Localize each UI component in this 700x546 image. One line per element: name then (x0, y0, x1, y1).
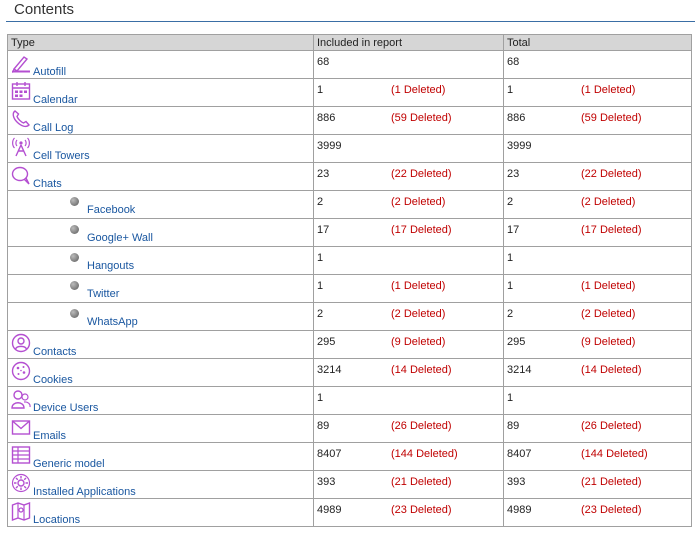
table-row (8, 163, 692, 191)
included-deleted-count: (1 Deleted) (391, 84, 446, 96)
type-cell (8, 303, 314, 331)
column-header-type: Type (8, 35, 314, 51)
table-row (8, 219, 692, 247)
included-count: 23 (317, 168, 330, 180)
map-icon (11, 501, 31, 521)
table-row (8, 359, 692, 387)
type-link-emails[interactable]: Emails (33, 430, 67, 442)
included-cell (314, 443, 504, 471)
cookie-icon (11, 361, 31, 381)
included-count: 3999 (317, 140, 342, 152)
table-row (8, 107, 692, 135)
total-cell (504, 303, 692, 331)
type-cell (8, 79, 314, 107)
total-count: 17 (507, 224, 520, 236)
type-link-cell-towers[interactable]: Cell Towers (33, 150, 90, 162)
table-row (8, 331, 692, 359)
total-count: 1 (507, 84, 514, 96)
included-cell (314, 219, 504, 247)
bullet-icon (70, 197, 79, 206)
table-row (8, 387, 692, 415)
bullet-icon (70, 281, 79, 290)
included-deleted-count: (1 Deleted) (391, 280, 446, 292)
total-cell (504, 247, 692, 275)
included-count: 393 (317, 476, 336, 488)
included-cell (314, 471, 504, 499)
included-deleted-count: (59 Deleted) (391, 112, 452, 124)
included-cell (314, 415, 504, 443)
included-deleted-count: (2 Deleted) (391, 308, 446, 320)
included-deleted-count: (144 Deleted) (391, 448, 458, 460)
included-cell (314, 247, 504, 275)
type-link-installed-applications[interactable]: Installed Applications (33, 486, 136, 498)
type-cell (8, 163, 314, 191)
cell-tower-icon (11, 137, 31, 157)
total-cell (504, 499, 692, 527)
table-row (8, 303, 692, 331)
type-cell (8, 471, 314, 499)
total-count: 8407 (507, 448, 532, 460)
included-count: 2 (317, 196, 324, 208)
total-cell (504, 79, 692, 107)
total-deleted-count: (21 Deleted) (581, 476, 642, 488)
total-deleted-count: (1 Deleted) (581, 280, 636, 292)
total-cell (504, 191, 692, 219)
chat-bubble-icon (11, 165, 31, 185)
type-cell (8, 443, 314, 471)
table-row (8, 191, 692, 219)
type-link-contacts[interactable]: Contacts (33, 346, 77, 358)
type-cell (8, 499, 314, 527)
type-cell (8, 191, 314, 219)
total-cell (504, 415, 692, 443)
included-deleted-count: (23 Deleted) (391, 504, 452, 516)
type-link-twitter[interactable]: Twitter (87, 288, 120, 300)
type-cell (8, 135, 314, 163)
type-cell (8, 359, 314, 387)
total-deleted-count: (22 Deleted) (581, 168, 642, 180)
total-cell (504, 51, 692, 79)
total-count: 1 (507, 392, 514, 404)
included-cell (314, 275, 504, 303)
table-row (8, 51, 692, 79)
type-cell (8, 275, 314, 303)
total-count: 2 (507, 196, 514, 208)
included-count: 17 (317, 224, 330, 236)
type-link-autofill[interactable]: Autofill (33, 66, 67, 78)
calendar-icon (11, 81, 31, 101)
included-cell (314, 107, 504, 135)
bullet-icon (70, 225, 79, 234)
included-cell (314, 163, 504, 191)
total-count: 4989 (507, 504, 532, 516)
contact-icon (11, 333, 31, 353)
type-link-whatsapp[interactable]: WhatsApp (87, 316, 138, 328)
included-count: 1 (317, 84, 324, 96)
total-cell (504, 163, 692, 191)
bullet-icon (70, 309, 79, 318)
included-count: 1 (317, 280, 324, 292)
total-count: 68 (507, 56, 520, 68)
total-count: 3999 (507, 140, 532, 152)
contents-table (7, 34, 692, 527)
apps-gear-icon (11, 473, 31, 493)
table-row (8, 443, 692, 471)
type-cell (8, 331, 314, 359)
total-cell (504, 135, 692, 163)
users-icon (11, 389, 31, 409)
included-count: 4989 (317, 504, 342, 516)
included-deleted-count: (17 Deleted) (391, 224, 452, 236)
type-link-cookies[interactable]: Cookies (33, 374, 73, 386)
total-cell (504, 471, 692, 499)
included-cell (314, 51, 504, 79)
total-deleted-count: (1 Deleted) (581, 84, 636, 96)
total-deleted-count: (14 Deleted) (581, 364, 642, 376)
table-row (8, 471, 692, 499)
included-count: 1 (317, 392, 324, 404)
total-count: 393 (507, 476, 526, 488)
type-cell (8, 415, 314, 443)
type-link-call-log[interactable]: Call Log (33, 122, 74, 134)
included-deleted-count: (22 Deleted) (391, 168, 452, 180)
envelope-icon (11, 417, 31, 437)
total-deleted-count: (2 Deleted) (581, 308, 636, 320)
type-link-device-users[interactable]: Device Users (33, 402, 99, 414)
type-cell (8, 51, 314, 79)
table-header-row (8, 35, 692, 51)
grid-table-icon (11, 445, 31, 465)
included-cell (314, 135, 504, 163)
total-cell (504, 359, 692, 387)
included-cell (314, 387, 504, 415)
total-cell (504, 387, 692, 415)
included-cell (314, 359, 504, 387)
included-count: 1 (317, 252, 324, 264)
total-count: 89 (507, 420, 520, 432)
total-count: 23 (507, 168, 520, 180)
included-deleted-count: (2 Deleted) (391, 196, 446, 208)
table-row (8, 135, 692, 163)
total-count: 295 (507, 336, 526, 348)
included-deleted-count: (9 Deleted) (391, 336, 446, 348)
section-title: Contents (14, 1, 75, 18)
type-link-chats[interactable]: Chats (33, 178, 62, 190)
title-divider (6, 21, 695, 22)
included-count: 68 (317, 56, 330, 68)
table-row (8, 275, 692, 303)
included-deleted-count: (21 Deleted) (391, 476, 452, 488)
total-deleted-count: (17 Deleted) (581, 224, 642, 236)
table-row (8, 247, 692, 275)
included-cell (314, 331, 504, 359)
included-count: 8407 (317, 448, 342, 460)
type-link-generic-model[interactable]: Generic model (33, 458, 105, 470)
included-count: 886 (317, 112, 336, 124)
type-cell (8, 247, 314, 275)
total-count: 886 (507, 112, 526, 124)
included-count: 2 (317, 308, 324, 320)
type-cell (8, 387, 314, 415)
included-cell (314, 79, 504, 107)
total-deleted-count: (9 Deleted) (581, 336, 636, 348)
total-count: 2 (507, 308, 514, 320)
column-header-included: Included in report (314, 35, 504, 51)
table-row (8, 499, 692, 527)
type-cell (8, 107, 314, 135)
phone-icon (11, 109, 31, 129)
table-row (8, 415, 692, 443)
type-link-calendar[interactable]: Calendar (33, 94, 78, 106)
type-link-hangouts[interactable]: Hangouts (87, 260, 135, 272)
total-cell (504, 443, 692, 471)
total-count: 1 (507, 280, 514, 292)
total-deleted-count: (2 Deleted) (581, 196, 636, 208)
included-cell (314, 303, 504, 331)
included-cell (314, 499, 504, 527)
type-cell (8, 219, 314, 247)
total-deleted-count: (23 Deleted) (581, 504, 642, 516)
type-link-facebook[interactable]: Facebook (87, 204, 136, 216)
total-deleted-count: (26 Deleted) (581, 420, 642, 432)
total-deleted-count: (144 Deleted) (581, 448, 648, 460)
total-cell (504, 275, 692, 303)
included-count: 3214 (317, 364, 342, 376)
total-count: 3214 (507, 364, 532, 376)
total-cell (504, 331, 692, 359)
bullet-icon (70, 253, 79, 262)
included-deleted-count: (14 Deleted) (391, 364, 452, 376)
total-cell (504, 219, 692, 247)
pencil-icon (11, 53, 31, 73)
total-deleted-count: (59 Deleted) (581, 112, 642, 124)
type-link-google-wall[interactable]: Google+ Wall (87, 232, 153, 244)
column-header-total: Total (504, 35, 692, 51)
total-cell (504, 107, 692, 135)
table-row (8, 79, 692, 107)
type-link-locations[interactable]: Locations (33, 514, 81, 526)
included-count: 295 (317, 336, 336, 348)
total-count: 1 (507, 252, 514, 264)
included-count: 89 (317, 420, 330, 432)
included-deleted-count: (26 Deleted) (391, 420, 452, 432)
included-cell (314, 191, 504, 219)
